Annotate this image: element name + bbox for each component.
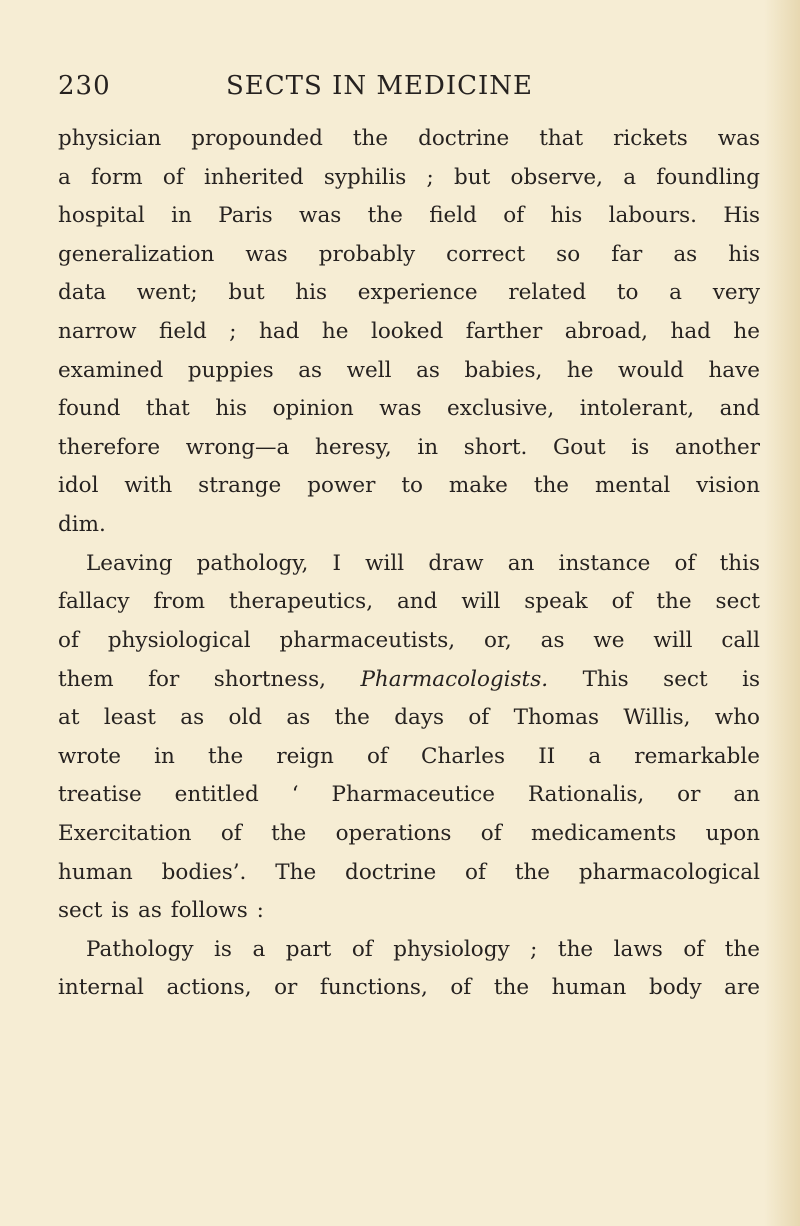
text-line-paragraph-start: Pathology is a part of physiology ; the laws of the <box>86 936 760 962</box>
text-line: narrow field ; had he looked farther abroad, had he <box>58 319 760 345</box>
text-line: treatise entitled ‘ Pharmaceutice Rationalis, or an <box>58 782 760 808</box>
text-line: internal actions, or functions, of the human body are <box>58 975 760 1001</box>
page-edge-shading <box>764 0 800 1226</box>
text-line: of physiological pharmaceutists, or, as we will call <box>58 627 760 653</box>
italic-term: Pharmacologists. <box>360 666 549 692</box>
text-line-with-italic <box>58 661 760 700</box>
text-line: examined puppies as well as babies, he would have <box>58 357 760 383</box>
body-text <box>58 120 760 1008</box>
text-line: at least as old as the days of Thomas Willis, who <box>58 705 760 731</box>
text-line-paragraph-end: sect is as follows : <box>58 898 264 924</box>
text-line: physician propounded the doctrine that rickets was <box>58 126 760 151</box>
text-line: human bodies’. The doctrine of the pharmacological <box>58 859 760 885</box>
text-line-paragraph-end: dim. <box>58 512 106 538</box>
text-line: generalization was probably correct so far as his <box>58 241 760 267</box>
running-head: SECTS IN MEDICINE <box>226 71 533 101</box>
text-line: Exercitation of the operations of medicaments upon <box>58 820 760 846</box>
text-run: This sect is <box>582 666 760 692</box>
text-line: fallacy from therapeutics, and will speak of the sect <box>58 589 760 615</box>
text-line-paragraph-start: Leaving pathology, I will draw an instance of this <box>86 550 760 576</box>
text-line: therefore wrong—a heresy, in short. Gout is another <box>58 434 760 460</box>
page-header <box>58 66 758 106</box>
text-line: found that his opinion was exclusive, intolerant, and <box>58 396 760 422</box>
text-line: wrote in the reign of Charles II a remarkable <box>58 743 760 769</box>
text-line: hospital in Paris was the field of his labours. His <box>58 203 760 229</box>
page-number: 230 <box>58 71 111 101</box>
text-run: them for shortness, <box>58 666 326 692</box>
text-line: data went; but his experience related to a very <box>58 280 760 306</box>
text-line: idol with strange power to make the mental vision <box>58 473 760 499</box>
text-line: a form of inherited syphilis ; but observe, a foundling <box>58 164 760 190</box>
